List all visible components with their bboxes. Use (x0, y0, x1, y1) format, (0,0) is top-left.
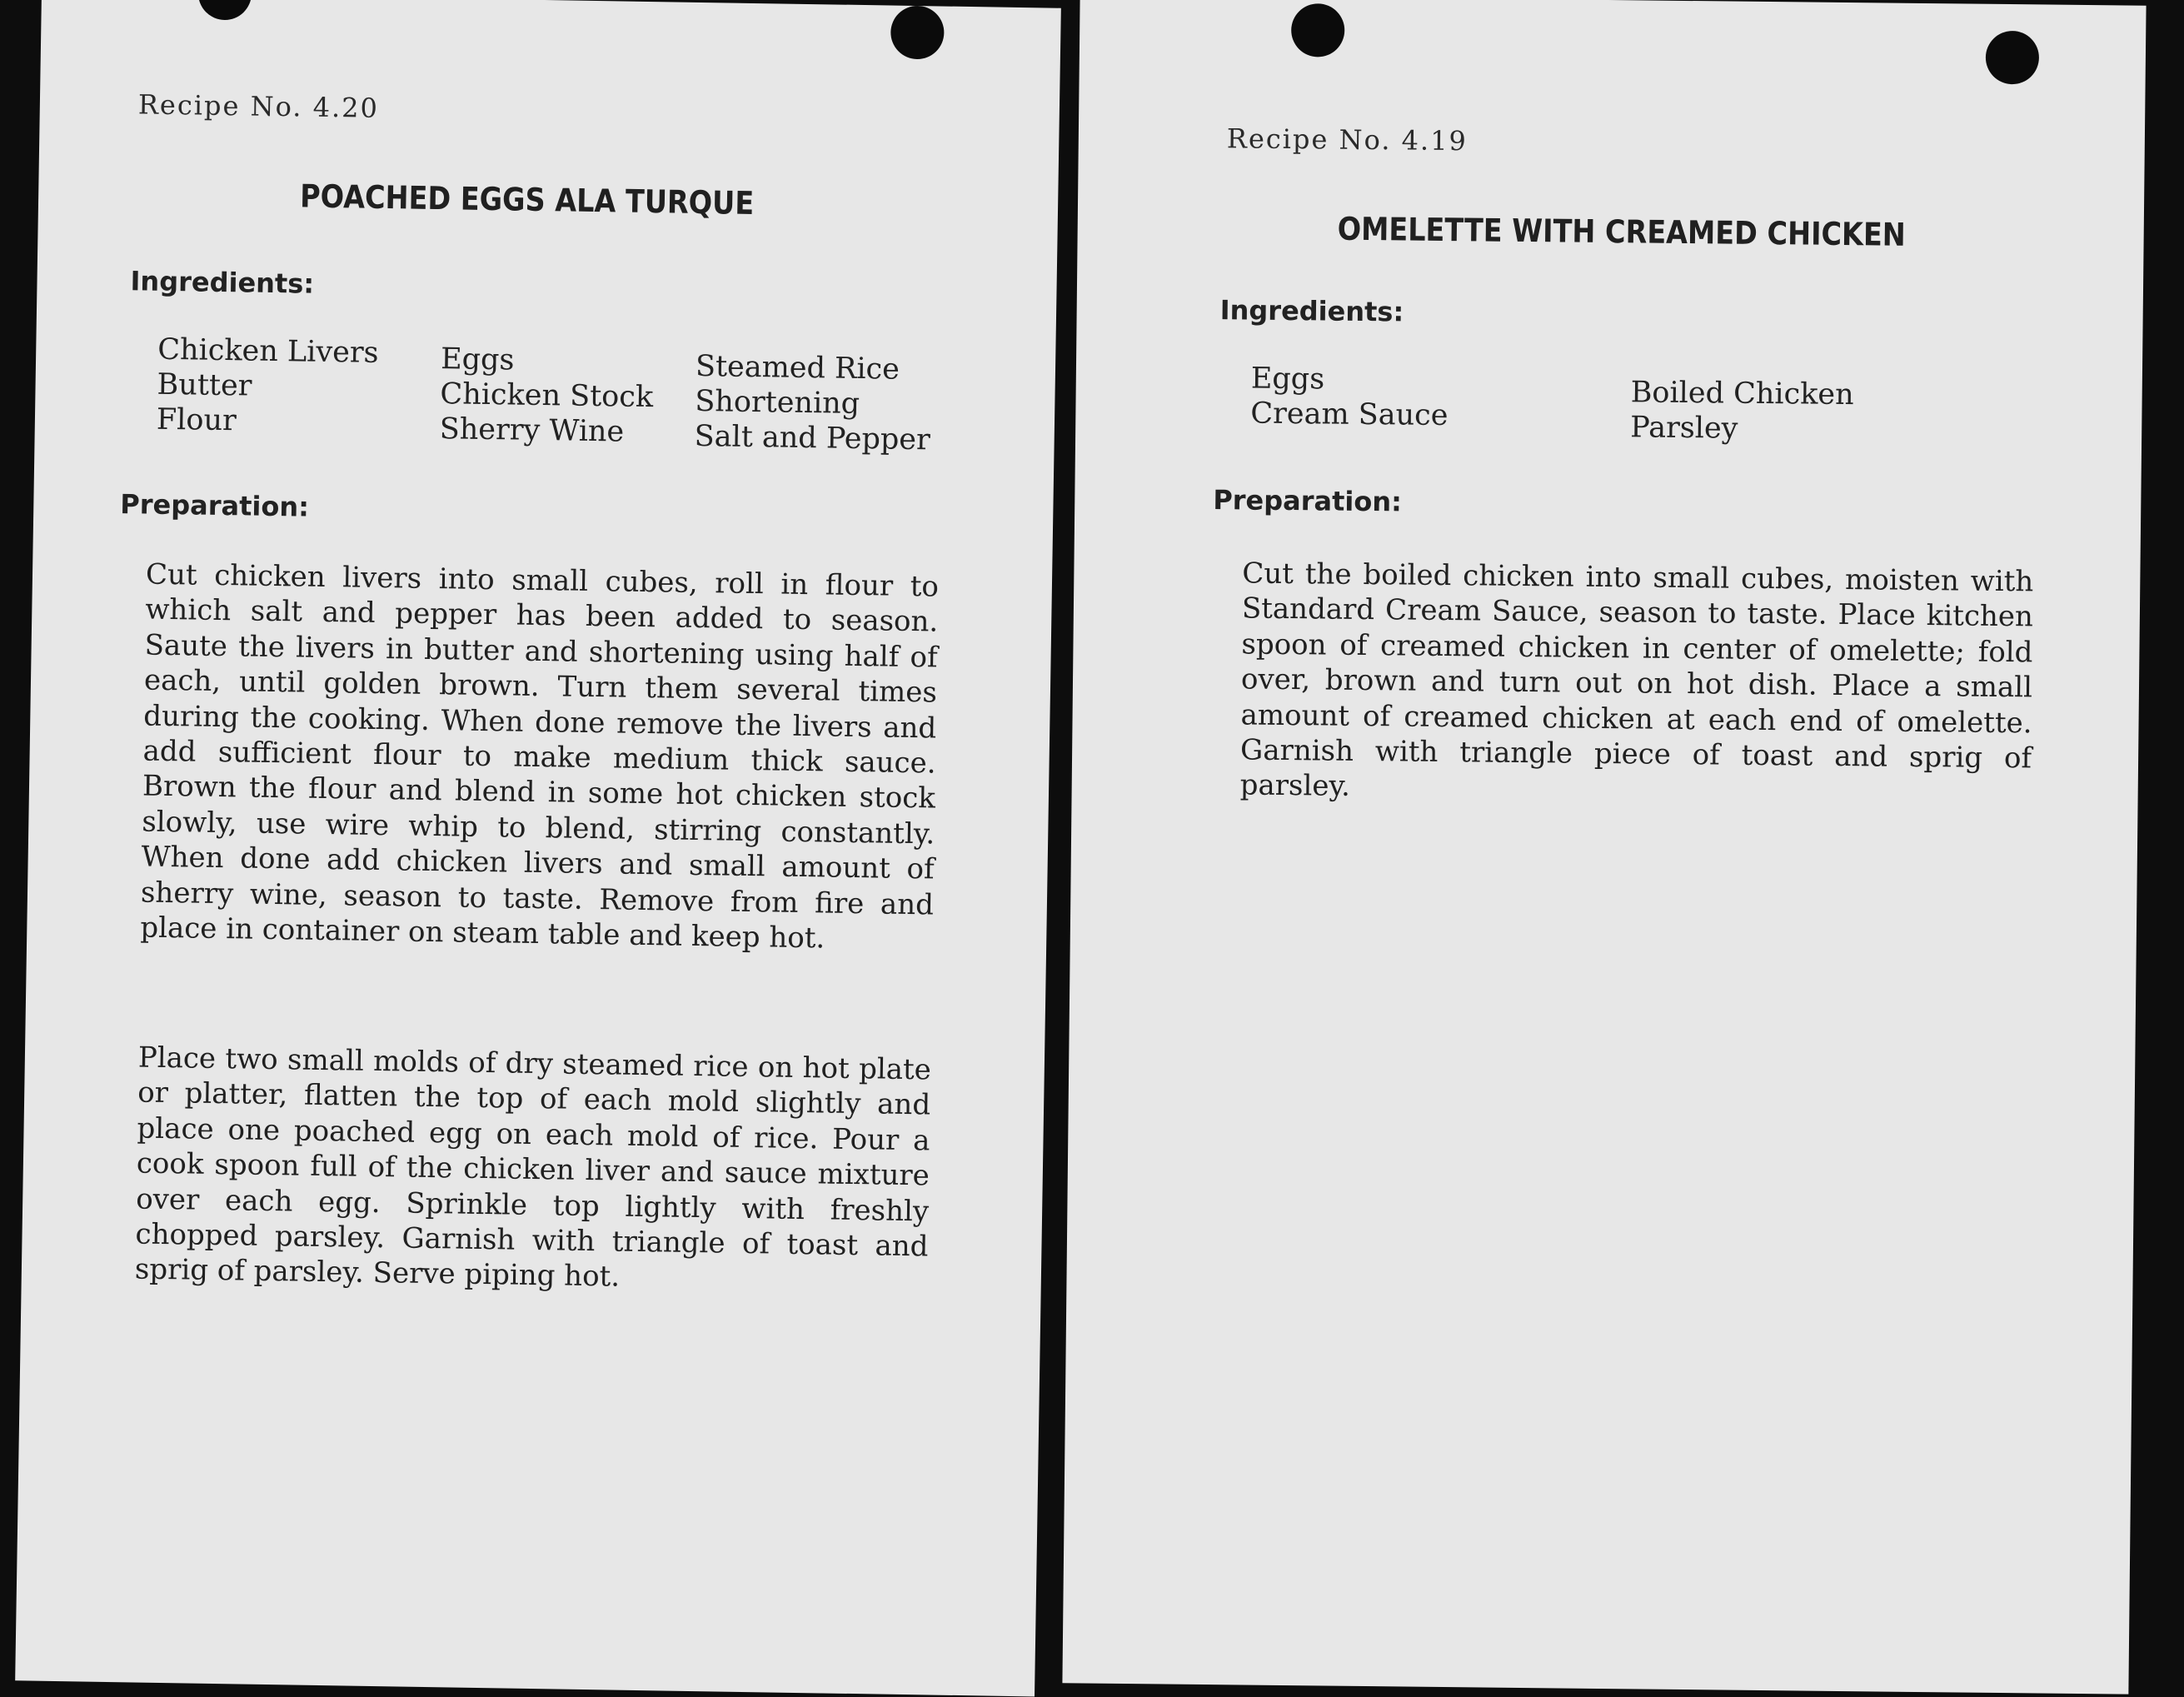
preparation-heading: Preparation: (1213, 484, 1403, 518)
recipe-title: POACHED EGGS ALA TURQUE (299, 177, 755, 222)
ingredient-item: Parsley (1630, 411, 1738, 446)
ingredient-item: Chicken Livers (157, 332, 379, 370)
preparation-paragraph: Cut chicken livers into small cubes, roll in flour to which salt and pepper has been added to season. Saute the livers in butter and shortening using half of each, until golden brown. Turn them several times during the cooking. When done remove the livers and add sufficient flour to make medium thick sauce. Brown the flour and blend in some hot chicken stock slowly, use wire whip to blend, stirring constantly. When done add chicken livers and small amount of sherry wine, season to taste. Remove from fire and place in container on steam table and keep hot. (140, 557, 940, 956)
punch-hole (1291, 3, 1345, 57)
preparation-paragraph: Place two small molds of dry steamed rice on hot plate or platter, flatten the top of each mold slightly and place one poached egg on each mold of rice. Pour a cook spoon full of the chicken liver and sauce mixture over each egg. Sprinkle top lightly with freshly chopped parsley. Garnish with triangle of toast and sprig of parsley. Serve piping hot. (134, 1041, 932, 1295)
ingredient-item: Salt and Pepper (694, 419, 931, 457)
ingredient-item: Cream Sauce (1250, 397, 1449, 433)
ingredients-column (439, 342, 654, 450)
recipe-number: Recipe No. 4.19 (1226, 122, 1468, 157)
ingredient-item: Sherry Wine (439, 412, 625, 449)
ingredient-item: Eggs (440, 342, 515, 377)
ingredient-item: Boiled Chicken (1630, 376, 1854, 412)
ingredients-column (694, 349, 931, 457)
ingredient-item: Shortening (695, 384, 860, 421)
recipe-card-4-20 (15, 0, 1061, 1696)
ingredient-item: Chicken Stock (440, 377, 654, 415)
ingredients-column (1250, 362, 1449, 433)
ingredients-column (157, 332, 379, 441)
ingredients-heading: Ingredients: (1219, 294, 1404, 328)
ingredient-item: Flour (156, 402, 237, 438)
ingredients-column (1630, 375, 1854, 447)
recipe-number: Recipe No. 4.20 (137, 88, 380, 124)
recipe-card-4-19 (1062, 0, 2146, 1695)
punch-hole (890, 6, 945, 60)
ingredient-item: Butter (157, 367, 252, 403)
ingredient-item: Eggs (1250, 362, 1325, 397)
recipe-title: OMELETTE WITH CREAMED CHICKEN (1337, 210, 1907, 253)
preparation-heading: Preparation: (120, 488, 310, 523)
ingredient-item: Steamed Rice (695, 349, 900, 387)
punch-hole (198, 0, 252, 20)
punch-hole (1986, 31, 2040, 85)
preparation-paragraph: Cut the boiled chicken into small cubes, moisten with Standard Cream Sauce, season to taste. Place kitchen spoon of creamed chicken in center of omelette; fold over, brown and turn out on hot dish. Place a small amount of creamed chicken at each end of omelette. Garnish with triangle piece of toast and sprig of parsley. (1239, 557, 2034, 804)
ingredients-heading: Ingredients: (130, 265, 315, 300)
